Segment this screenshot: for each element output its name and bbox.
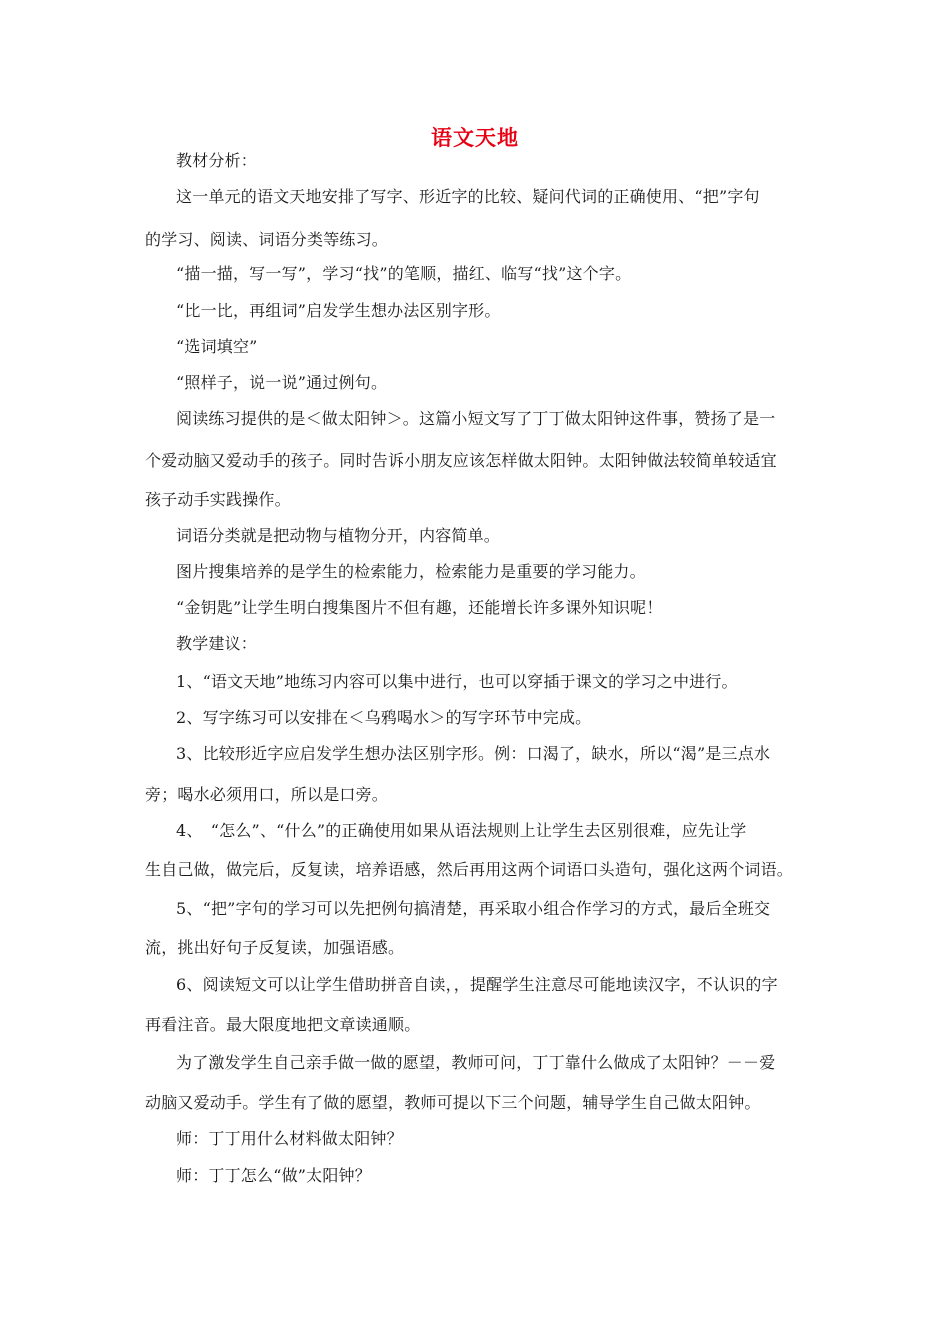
paragraph-line: 再看注音。最大限度地把文章读通顺。 xyxy=(145,1015,421,1034)
paragraph-line: 1、“语文天地”地练习内容可以集中进行，也可以穿插于课文的学习之中进行。 xyxy=(176,672,738,691)
document-title: 语文天地 xyxy=(431,126,519,150)
paragraph-line: 教材分析： xyxy=(176,151,258,170)
paragraph-line: 教学建议： xyxy=(176,634,258,653)
paragraph-line: 生自己做，做完后，反复读，培养语感，然后再用这两个词语口头造句，强化这两个词语。 xyxy=(145,860,794,879)
paragraph-line: 4、 “怎么”、“什么”的正确使用如果从语法规则上让学生去区别很难，应先让学 xyxy=(176,821,747,840)
paragraph-line: 6、阅读短文可以让学生借助拼音自读，，提醒学生注意尽可能地读汉字，不认识的字 xyxy=(176,975,778,994)
paragraph-line: 这一单元的语文天地安排了写字、形近字的比较、疑问代词的正确使用、“把”字句 xyxy=(176,187,760,206)
paragraph-line: 流，挑出好句子反复读，加强语感。 xyxy=(145,938,405,957)
paragraph-line: “比一比，再组词”启发学生想办法区别字形。 xyxy=(176,301,501,320)
paragraph-line: 师：丁丁用什么材料做太阳钟？ xyxy=(176,1129,403,1148)
paragraph-line: 个爱动脑又爱动手的孩子。同时告诉小朋友应该怎样做太阳钟。太阳钟做法较简单较适宜 xyxy=(145,451,777,470)
paragraph-line: “选词填空” xyxy=(176,337,258,356)
paragraph-line: “照样子，说一说”通过例句。 xyxy=(176,373,388,392)
paragraph-line: 阅读练习提供的是＜做太阳钟＞。这篇小短文写了丁丁做太阳钟这件事，赞扬了是一 xyxy=(176,409,776,428)
paragraph-line: “金钥匙”让学生明白搜集图片不但有趣，还能增长许多课外知识呢！ xyxy=(176,598,663,617)
paragraph-line: 图片搜集培养的是学生的检索能力，检索能力是重要的学习能力。 xyxy=(176,562,646,581)
paragraph-line: 旁；喝水必须用口，所以是口旁。 xyxy=(145,785,389,804)
paragraph-line: “描一描，写一写”，学习“找”的笔顺，描红、临写“找”这个字。 xyxy=(176,264,632,283)
paragraph-line: 师：丁丁怎么“做”太阳钟？ xyxy=(176,1166,371,1185)
paragraph-line: 3、比较形近字应启发学生想办法区别字形。例：口渴了，缺水，所以“渴”是三点水 xyxy=(176,744,771,763)
paragraph-line: 2、写字练习可以安排在＜乌鸦喝水＞的写字环节中完成。 xyxy=(176,708,592,727)
paragraph-line: 的学习、阅读、词语分类等练习。 xyxy=(145,230,389,249)
paragraph-line: 为了激发学生自己亲手做一做的愿望，教师可问，丁丁靠什么做成了太阳钟？－－爱 xyxy=(176,1053,776,1072)
paragraph-line: 词语分类就是把动物与植物分开，内容简单。 xyxy=(176,526,501,545)
paragraph-line: 5、“把”字句的学习可以先把例句搞清楚，再采取小组合作学习的方式，最后全班交 xyxy=(176,899,771,918)
paragraph-line: 动脑又爱动手。学生有了做的愿望，教师可提以下三个问题，辅导学生自己做太阳钟。 xyxy=(145,1093,761,1112)
paragraph-line: 孩子动手实践操作。 xyxy=(145,490,291,509)
